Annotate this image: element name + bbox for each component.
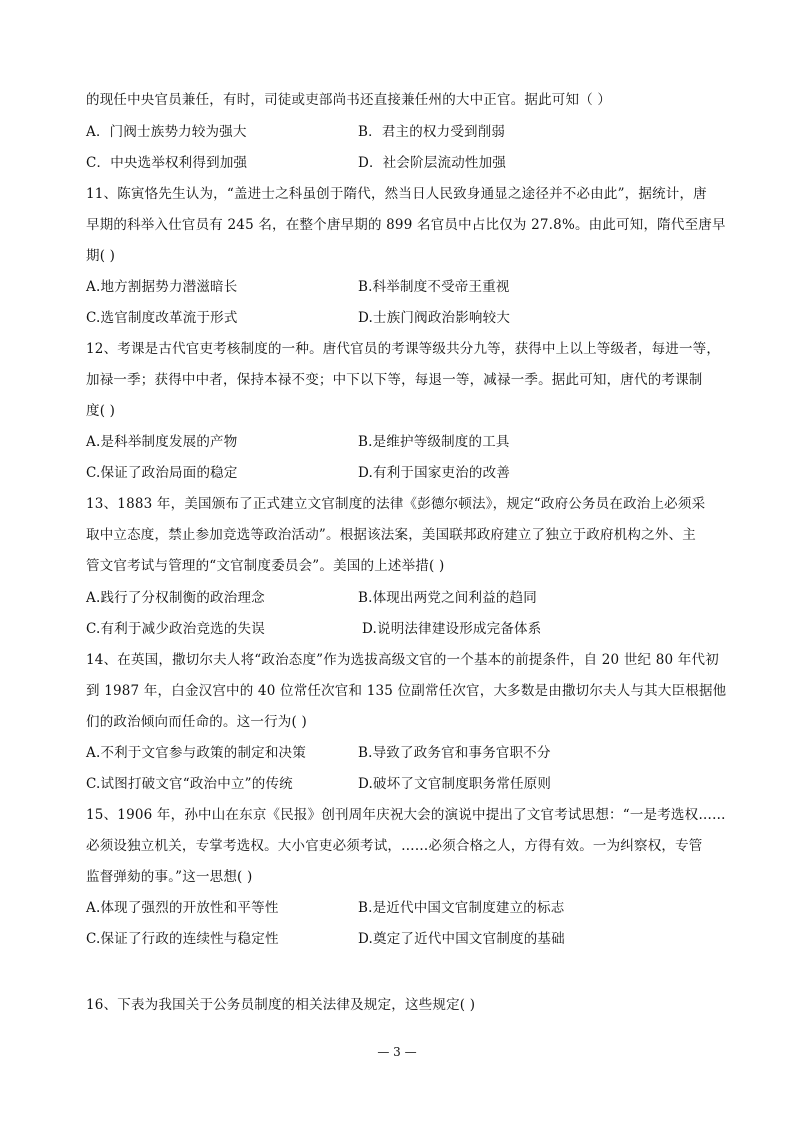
q11-stem-line-3: 期( ) [86, 248, 116, 264]
q14-stem-line-2: 到 1987 年，白金汉宫中的 40 位常任次官和 135 位副常任次官，大多数是由撒切尔夫人与其大臣根据他 [86, 683, 727, 699]
q14-stem-line-3: 们的政治倾向而任命的。这一行为( ) [86, 714, 307, 730]
q15-stem-line-2: 必须设独立机关，专掌考选权。大小官吏必须考试，……必须合格之人，方得有效。一为纠察权，专管 [86, 838, 703, 854]
q10-option-a[interactable]: A．门阀士族势力较为强大 [86, 124, 247, 140]
q14-stem-line-1: 14、在英国，撒切尔夫人将“政治态度”作为选拔高级文官的一个基本的前提条件，自 20 世纪 80 年代初 [86, 652, 719, 668]
q10-option-c[interactable]: C．中央选举权利得到加强 [86, 155, 248, 171]
q15-stem-line-3: 监督弹劾的事。”这一思想( ) [86, 869, 253, 885]
q12-stem-line-3: 度( ) [86, 403, 116, 419]
q13-stem-line-2: 取中立态度，禁止参加竞选等政治活动”。根据该法案，美国联邦政府建立了独立于政府机构之外、主 [86, 527, 696, 543]
q11-stem-line-2: 早期的科举入仕官员有 245 名，在整个唐早期的 899 名官员中占比仅为 27.8%。由此可知，隋代至唐早 [86, 217, 726, 233]
q11-option-a[interactable]: A.地方割据势力潜滋暗长 [86, 279, 238, 295]
q12-stem-line-1: 12、考课是古代官吏考核制度的一种。唐代官员的考课等级共分九等，获得中上以上等级者，每进一等， [86, 341, 721, 357]
q12-option-b[interactable]: B.是维护等级制度的工具 [358, 434, 510, 450]
q13-stem-line-3: 管文官考试与管理的“文官制度委员会”。美国的上述举措( ) [86, 558, 445, 574]
q12-option-d[interactable]: D.有利于国家吏治的改善 [358, 465, 511, 481]
q14-option-c[interactable]: C.试图打破文官“政治中立”的传统 [86, 776, 293, 792]
q12-stem-line-2: 加禄一季；获得中中者，保持本禄不变；中下以下等，每退一等，减禄一季。据此可知，唐代的考课制 [86, 372, 703, 388]
q11-option-d[interactable]: D.士族门阀政治影响较大 [358, 310, 511, 326]
q10-option-d[interactable]: D．社会阶层流动性加强 [358, 155, 507, 171]
q10-option-b[interactable]: B．君主的权力受到削弱 [358, 124, 506, 140]
q15-option-a[interactable]: A.体现了强烈的开放性和平等性 [86, 900, 279, 916]
q11-option-c[interactable]: C.选官制度改革流于形式 [86, 310, 238, 326]
q12-option-a[interactable]: A.是科举制度发展的产物 [86, 434, 238, 450]
q14-option-b[interactable]: B.导致了政务官和事务官职不分 [358, 745, 551, 761]
q13-stem-line-1: 13、1883 年，美国颁布了正式建立文官制度的法律《彭德尔顿法》，规定“政府公务员在政治上必须采 [86, 496, 706, 512]
q11-stem-line-1: 11、陈寅恪先生认为，“盖进士之科虽创于隋代，然当日人民致身通显之途径并不必由此”，据统计，唐 [86, 186, 707, 202]
q11-option-b[interactable]: B.科举制度不受帝王重视 [358, 279, 510, 295]
q13-option-d[interactable]: D.说明法律建设形成完备体系 [362, 621, 542, 637]
q14-option-d[interactable]: D.破坏了文官制度职务常任原则 [358, 776, 552, 792]
q12-option-c[interactable]: C.保证了政治局面的稳定 [86, 465, 238, 481]
q15-option-d[interactable]: D.奠定了近代中国文官制度的基础 [358, 931, 565, 947]
q10-stem-tail: 的现任中央官员兼任，有时，司徒或吏部尚书还直接兼任州的大中正官。据此可知（ ） [86, 92, 612, 108]
q13-option-b[interactable]: B.体现出两党之间利益的趋同 [358, 590, 538, 606]
q13-option-a[interactable]: A.践行了分权制衡的政治理念 [86, 590, 265, 606]
q15-stem-line-1: 15、1906 年，孙中山在东京《民报》创刊周年庆祝大会的演说中提出了文官考试思想：“一是考选权…… [86, 807, 726, 823]
page-number: — 3 — [377, 1045, 417, 1059]
q14-option-a[interactable]: A.不利于文官参与政策的制定和决策 [86, 745, 306, 761]
q13-option-c[interactable]: C.有利于减少政治竞选的失误 [86, 621, 265, 637]
q15-option-b[interactable]: B.是近代中国文官制度建立的标志 [358, 900, 565, 916]
q15-option-c[interactable]: C.保证了行政的连续性与稳定性 [86, 931, 279, 947]
q16-stem: 16、下表为我国关于公务员制度的相关法律及规定，这些规定( ) [86, 997, 476, 1013]
